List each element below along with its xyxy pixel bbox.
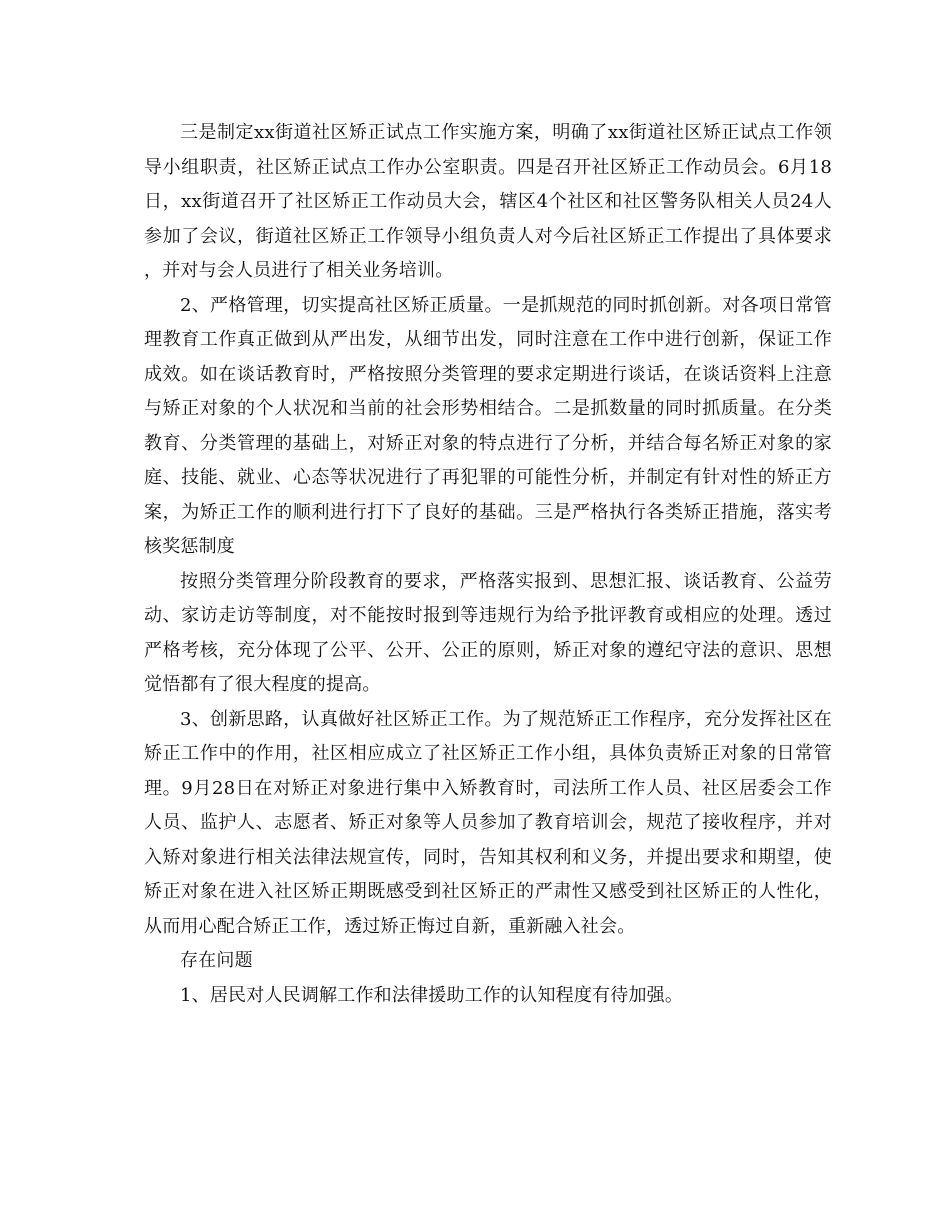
- paragraph-problem-1: 1、居民对人民调解工作和法律援助工作的认知程度有待加强。: [180, 984, 684, 1006]
- paragraph-innovative-approach: 3、创新思路，认真做好社区矫正工作。为了规范矫正工作程序，充分发挥社区在矫正工作中的作用，社区相应成立了社区矫正工作小组，具体负责矫正对象的日常管理。9月28日在对矫正对象进行集中入矫教育时，司法所工作人员、社区居委会工作人员、监护人、志愿者、矫正对象等人员参加了教育培训会，规范了接收程序，并对入矫对象进行相关法律法规宣传，同时，告知其权利和义务，并提出要求和期望，使矫正对象在进入社区矫正期既感受到社区矫正的严肃性又感受到社区矫正的人性化，从而用心配合矫正工作，透过矫正悔过自新，重新融入社会。: [144, 708, 832, 937]
- paragraph-phased-education: 按照分类管理分阶段教育的要求，严格落实报到、思想汇报、谈话教育、公益劳动、家访走访等制度，对不能按时报到等违规行为给予批评教育或相应的处理。透过严格考核，充分体现了公平、公开、公正的原则，矫正对象的遵纪守法的意识、思想觉悟都有了很大程度的提高。: [144, 570, 832, 695]
- paragraph-implementation-plan: 三是制定xx街道社区矫正试点工作实施方案，明确了xx街道社区矫正试点工作领导小组职责，社区矫正试点工作办公室职责。四是召开社区矫正工作动员会。6月18日，xx街道召开了社区矫正工作动员大会，辖区4个社区和社区警务队相关人员24人参加了会议，街道社区矫正工作领导小组负责人对今后社区矫正工作提出了具体要求，并对与会人员进行了相关业务培训。: [144, 122, 832, 281]
- section-heading-existing-problems: 存在问题: [180, 950, 253, 971]
- paragraph-strict-management: 2、严格管理，切实提高社区矫正质量。一是抓规范的同时抓创新。对各项日常管理教育工作真正做到从严出发，从细节出发，同时注意在工作中进行创新，保证工作成效。如在谈话教育时，严格按照分类管理的要求定期进行谈话，在谈话资料上注意与矫正对象的个人状况和当前的社会形势相结合。二是抓数量的同时抓质量。在分类教育、分类管理的基础上，对矫正对象的特点进行了分析，并结合每名矫正对象的家庭、技能、就业、心态等状况进行了再犯罪的可能性分析，并制定有针对性的矫正方案，为矫正工作的顺利进行打下了良好的基础。三是严格执行各类矫正措施，落实考核奖惩制度: [144, 294, 832, 557]
- document-body: [144, 116, 832, 1013]
